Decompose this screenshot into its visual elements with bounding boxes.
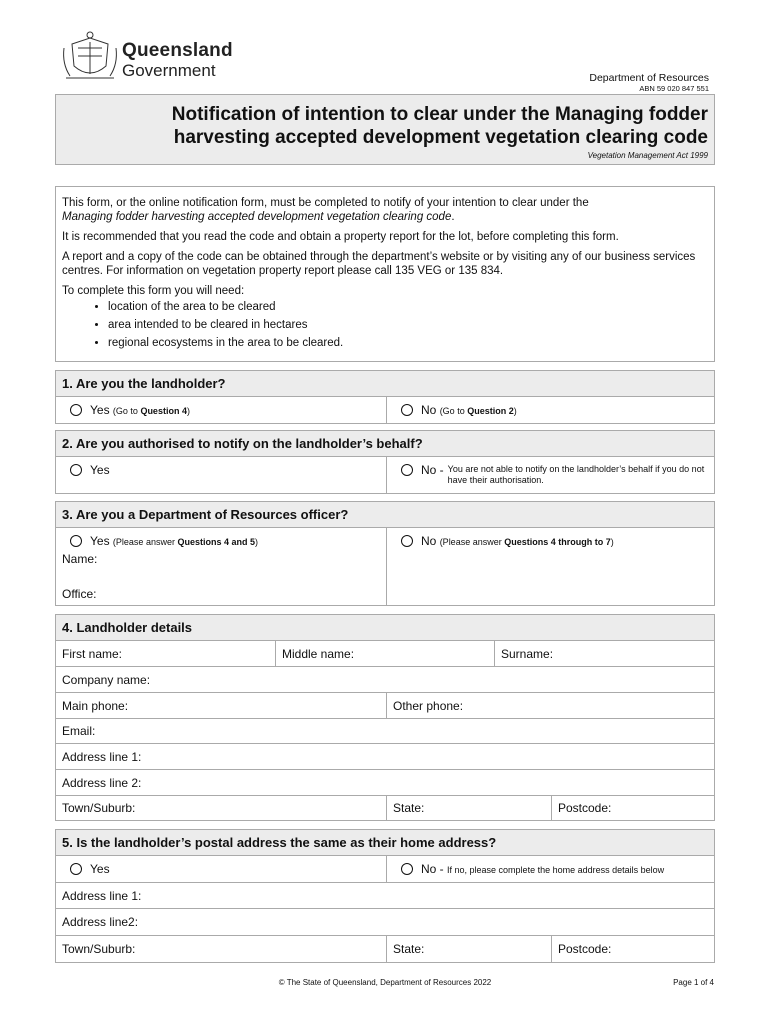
- home-address-line-2-label: Address line2:: [62, 915, 139, 929]
- q3-no-label: No: [421, 534, 437, 548]
- question-1-heading: 1. Are you the landholder?: [56, 371, 714, 397]
- form-title-line2: harvesting accepted development vegetation clearing code: [173, 127, 708, 148]
- town-suburb-label: Town/Suburb:: [62, 801, 136, 815]
- intro-paragraph-1: [62, 196, 708, 224]
- q2-no-note: You are not able to notify on the landholder’s behalf if you do not have their authorisation.: [447, 464, 705, 485]
- middle-name-label: Middle name:: [282, 647, 355, 661]
- q3-yes-cell: [56, 528, 387, 605]
- address-line-1-label: Address line 1:: [62, 750, 142, 764]
- question-2-section: [55, 430, 715, 494]
- q1-yes-option[interactable]: [56, 397, 387, 423]
- q1-no-label: No: [421, 403, 437, 417]
- home-state-field[interactable]: [387, 936, 552, 962]
- company-name-field[interactable]: [56, 667, 714, 692]
- q2-no-option[interactable]: [387, 457, 714, 493]
- home-address-line-1-label: Address line 1:: [62, 889, 142, 903]
- question-5-heading: 5. Is the landholder’s postal address the same as their home address?: [56, 830, 714, 856]
- form-title-line1: Notification of intention to clear under the Managing fodder: [171, 104, 708, 125]
- list-item: • area intended to be cleared in hectares: [108, 318, 708, 332]
- q1-no-note-c: ): [513, 406, 517, 416]
- first-name-field[interactable]: [56, 641, 276, 666]
- title-box: [55, 94, 715, 165]
- q3-yes-radio[interactable]: [70, 535, 82, 547]
- intro-paragraph-3: A report and a copy of the code can be obtained through the department’s website or by visiting any of our business services centres. For information on vegetation property report please call 135 VEG or 135 834.: [62, 251, 696, 277]
- email-label: Email:: [62, 724, 96, 738]
- q1-no-radio[interactable]: [401, 404, 413, 416]
- q5-yes-label: Yes: [90, 862, 110, 876]
- question-5-section: [55, 829, 715, 963]
- q1-no-note-b: Question 2: [467, 406, 514, 416]
- home-postcode-label: Postcode:: [558, 942, 612, 956]
- surname-label: Surname:: [501, 647, 554, 661]
- postcode-label: Postcode:: [558, 801, 612, 815]
- state-label: State:: [393, 801, 425, 815]
- q2-no-label: No -: [421, 463, 444, 477]
- form-title: [108, 103, 708, 149]
- q1-yes-note-a: (Go to: [112, 406, 141, 416]
- question-2-heading: 2. Are you authorised to notify on the landholder’s behalf?: [56, 431, 714, 457]
- q3-no-note: [440, 537, 614, 547]
- town-suburb-field[interactable]: [56, 796, 387, 821]
- q3-yes-note-a: (Please answer: [112, 537, 178, 547]
- q2-yes-radio[interactable]: [70, 464, 82, 476]
- q2-no-radio[interactable]: [401, 464, 413, 476]
- q2-yes-option[interactable]: [56, 457, 387, 493]
- q3-yes-label: Yes: [90, 534, 110, 548]
- company-name-label: Company name:: [62, 673, 151, 687]
- main-phone-label: Main phone:: [62, 699, 129, 713]
- logo-government-text: Government: [122, 61, 216, 80]
- q1-no-note: [440, 406, 517, 416]
- state-field[interactable]: [387, 796, 552, 821]
- home-address-line-2-field[interactable]: [56, 909, 714, 935]
- q1-no-option[interactable]: [387, 397, 714, 423]
- q2-yes-label: Yes: [90, 463, 110, 477]
- question-3-section: [55, 501, 715, 606]
- q1-no-note-a: (Go to: [439, 406, 468, 416]
- home-town-suburb-field[interactable]: [56, 936, 387, 962]
- q3-yes-option[interactable]: [62, 528, 380, 548]
- q3-no-radio[interactable]: [401, 535, 413, 547]
- question-1-section: [55, 370, 715, 424]
- q1-yes-label: Yes: [90, 403, 110, 417]
- q3-no-note-a: (Please answer: [439, 537, 505, 547]
- q3-yes-note-c: ): [254, 537, 258, 547]
- officer-name-label: Name:: [62, 552, 98, 566]
- question-4-section: [55, 614, 715, 821]
- intro-paragraph-4: To complete this form you will need:: [62, 285, 245, 297]
- q5-no-label: No -: [421, 862, 444, 876]
- requirements-list: [62, 300, 708, 350]
- q5-no-radio[interactable]: [401, 863, 413, 875]
- list-item: • regional ecosystems in the area to be cleared.: [108, 336, 708, 350]
- email-field[interactable]: [56, 719, 714, 743]
- main-phone-field[interactable]: [56, 693, 387, 718]
- intro-paragraph-2: It is recommended that you read the code and obtain a property report for the lot, before completing this form.: [62, 231, 619, 243]
- officer-office-label: Office:: [62, 587, 97, 601]
- intro-p1-end: .: [451, 211, 455, 223]
- intro-p1-text: This form, or the online notification form, must be completed to notify of your intention to clear under the: [62, 197, 589, 209]
- address-line-1-field[interactable]: [56, 744, 714, 769]
- q3-yes-note: [113, 537, 258, 547]
- q5-no-option[interactable]: [387, 856, 714, 882]
- home-postcode-field[interactable]: [552, 936, 714, 962]
- department-name: Department of Resources: [589, 72, 709, 84]
- middle-name-field[interactable]: [276, 641, 495, 666]
- postcode-field[interactable]: [552, 796, 714, 821]
- q1-yes-radio[interactable]: [70, 404, 82, 416]
- q3-yes-note-b: Questions 4 and 5: [177, 537, 255, 547]
- home-address-line-1-field[interactable]: [56, 883, 714, 908]
- address-line-2-label: Address line 2:: [62, 776, 142, 790]
- q5-yes-radio[interactable]: [70, 863, 82, 875]
- first-name-label: First name:: [62, 647, 123, 661]
- q3-no-note-b: Questions 4 through to 7: [504, 537, 611, 547]
- copyright-footer: © The State of Queensland, Department of Resources 2022: [278, 978, 492, 987]
- other-phone-label: Other phone:: [393, 699, 464, 713]
- q1-yes-note-b: Question 4: [140, 406, 187, 416]
- q5-no-note: If no, please complete the home address details below: [447, 865, 665, 875]
- question-4-heading: 4. Landholder details: [56, 615, 714, 641]
- code-name: Managing fodder harvesting accepted development vegetation clearing code: [62, 211, 452, 223]
- q3-no-note-c: ): [610, 537, 614, 547]
- act-reference: Vegetation Management Act 1999: [587, 151, 708, 160]
- other-phone-field[interactable]: [387, 693, 714, 718]
- intro-box: [55, 186, 715, 362]
- q3-no-option[interactable]: [387, 528, 714, 605]
- q1-yes-note: [113, 406, 190, 416]
- q5-yes-option[interactable]: [56, 856, 387, 882]
- page-number: Page 1 of 4: [673, 978, 714, 987]
- surname-field[interactable]: [495, 641, 714, 666]
- list-item: • location of the area to be cleared: [108, 300, 708, 314]
- address-line-2-field[interactable]: [56, 770, 714, 795]
- logo-queensland-text: Queensland: [122, 40, 233, 61]
- abn-number: ABN 59 020 847 551: [639, 84, 709, 93]
- home-town-suburb-label: Town/Suburb:: [62, 942, 136, 956]
- home-state-label: State:: [393, 942, 425, 956]
- q1-yes-note-c: ): [186, 406, 190, 416]
- queensland-coat-of-arms-logo: [60, 30, 120, 82]
- question-3-heading: 3. Are you a Department of Resources officer?: [56, 502, 714, 528]
